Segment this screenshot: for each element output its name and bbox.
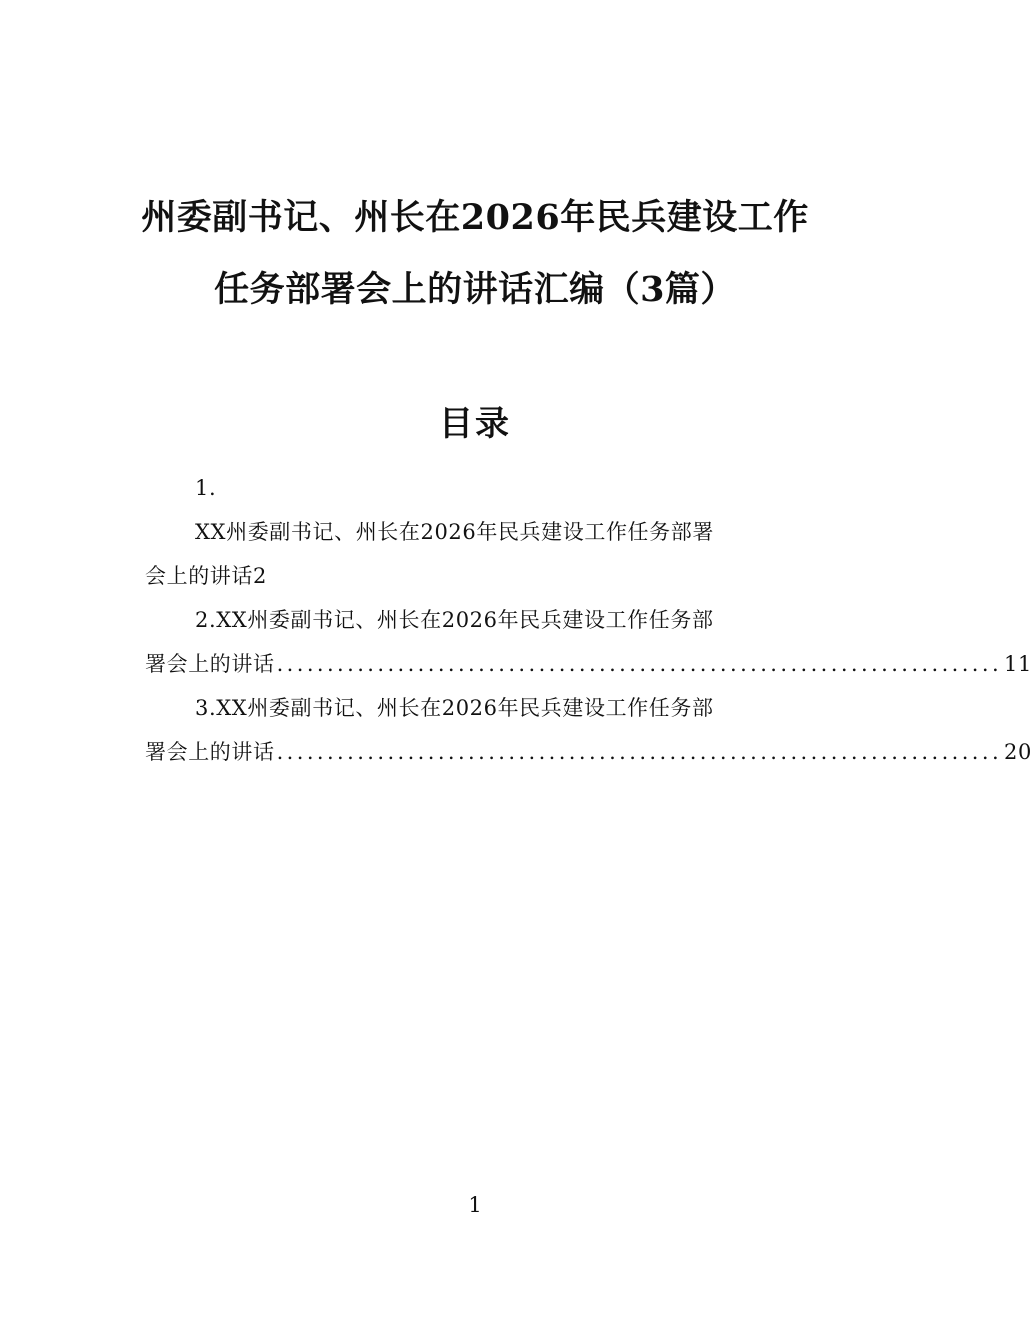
toc-entry-1-line-1[interactable]: XX州委副书记、州长在2026年民兵建设工作任务部署 bbox=[195, 520, 714, 544]
toc-entry-2-page: 11 bbox=[1004, 652, 1032, 676]
document-title-line-2: 任务部署会上的讲话汇编（3篇） bbox=[214, 269, 736, 310]
toc-entry-3-page: 20 bbox=[1004, 740, 1032, 764]
toc-entry-3-leader: ........................................................................ bbox=[276, 740, 1003, 764]
document-title-line-1: 州委副书记、州长在2026年民兵建设工作 bbox=[141, 197, 809, 238]
toc-heading: 目录 bbox=[439, 404, 511, 444]
toc-entry-3-line-2[interactable] bbox=[145, 737, 1032, 767]
toc-entry-1-line-2[interactable]: 会上的讲话2 bbox=[145, 564, 267, 588]
page-number: 1 bbox=[468, 1193, 482, 1217]
toc-entry-2-line-2[interactable] bbox=[145, 649, 1032, 679]
toc-entry-3-text: 署会上的讲话 bbox=[145, 740, 275, 764]
toc-entry-2-leader: ........................................................................ bbox=[276, 652, 1003, 676]
toc-entry-2-line-1[interactable]: 2.XX州委副书记、州长在2026年民兵建设工作任务部 bbox=[195, 608, 714, 632]
toc-entry-3-line-1[interactable]: 3.XX州委副书记、州长在2026年民兵建设工作任务部 bbox=[195, 696, 714, 720]
toc-entry-2-text: 署会上的讲话 bbox=[145, 652, 275, 676]
toc-entry-1-number[interactable]: 1. bbox=[195, 476, 217, 500]
